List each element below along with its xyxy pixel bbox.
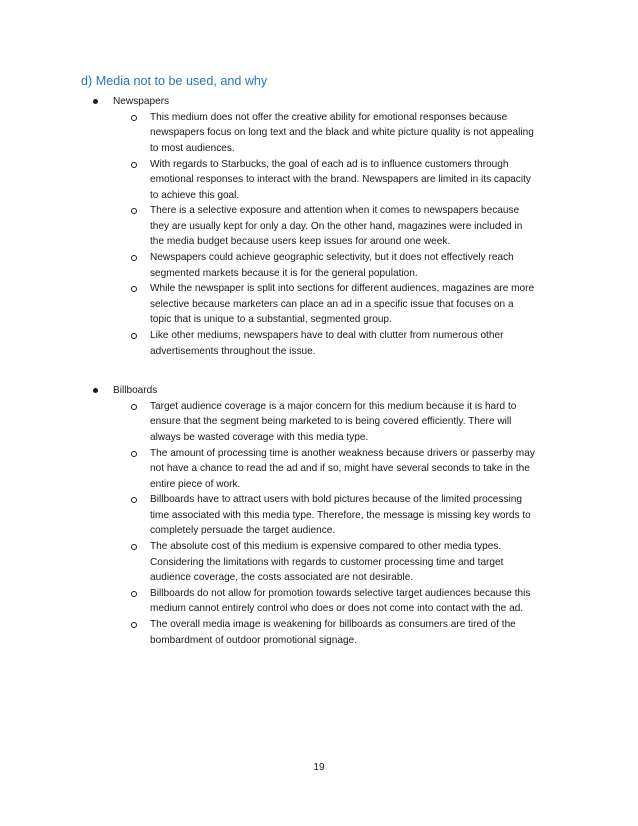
circle-bullet-icon <box>131 286 137 292</box>
circle-bullet-icon <box>131 404 137 410</box>
list-item: Like other mediums, newspapers have to deal with clutter from numerous other advertisements throughout the issue. <box>0 328 535 359</box>
circle-bullet-icon <box>131 255 137 261</box>
list-item: Billboards have to attract users with bold pictures because of the limited processing time associated with this media type. Therefore, the message is missing key words to completely persuade the target audience. <box>0 492 535 538</box>
circle-bullet-icon <box>131 208 137 214</box>
circle-bullet-icon <box>131 333 137 339</box>
list-item: This medium does not offer the creative ability for emotional responses because newspapers focus on long text and the black and white picture quality is not appealing to most audiences. <box>0 110 535 156</box>
section-heading: d) Media not to be used, and why <box>81 74 268 88</box>
section-newspapers <box>0 94 638 360</box>
list-item: There is a selective exposure and attention when it comes to newspapers because they are usually kept for only a day. On the other hand, magazines were included in the media budget because users keep issues for around one week. <box>0 203 535 249</box>
bullet-item <box>0 383 638 399</box>
circle-bullet-icon <box>131 451 137 457</box>
circle-bullet-icon <box>131 162 137 168</box>
list-item: The overall media image is weakening for billboards as consumers are tired of the bombardment of outdoor promotional signage. <box>0 617 535 648</box>
list-item: Billboards do not allow for promotion towards selective target audiences because this medium cannot entirely control who does or does not come into contact with the ad. <box>0 586 535 617</box>
section-label: Newspapers <box>113 96 170 107</box>
page-number: 19 <box>313 762 325 773</box>
circle-bullet-icon <box>131 115 137 121</box>
list-item: With regards to Starbucks, the goal of each ad is to influence customers through emotional responses to interact with the brand. Newspapers are limited in its capacity to achieve this goal. <box>0 157 535 203</box>
list-item: Newspapers could achieve geographic selectivity, but it does not effectively reach segmented markets because it is for the general population. <box>0 250 535 281</box>
sub-list <box>0 399 638 648</box>
bullet-item <box>0 94 638 110</box>
bullet-icon <box>93 99 98 104</box>
list-item: The amount of processing time is another weakness because drivers or passerby may not have a chance to read the ad and if so, might have several seconds to take in the entire piece of work. <box>0 446 535 492</box>
list-item: Target audience coverage is a major concern for this medium because it is hard to ensure that the segment being marketed to is being covered efficiently. There will always be wasted coverage with this media type. <box>0 399 535 445</box>
circle-bullet-icon <box>131 544 137 550</box>
circle-bullet-icon <box>131 497 137 503</box>
bullet-icon <box>93 388 98 393</box>
list-item: While the newspaper is split into sections for different audiences, magazines are more selective because marketers can place an ad in a specific issue that focuses on a topic that is unique to a substantial, segmented group. <box>0 281 535 327</box>
section-label: Billboards <box>113 385 158 396</box>
circle-bullet-icon <box>131 622 137 628</box>
section-billboards <box>0 383 638 649</box>
list-item: The absolute cost of this medium is expensive compared to other media types. Considering the limitations with regards to customer processing time and target audience coverage, the costs associated are not desirable. <box>0 539 535 585</box>
circle-bullet-icon <box>131 591 137 597</box>
sub-list <box>0 110 638 359</box>
